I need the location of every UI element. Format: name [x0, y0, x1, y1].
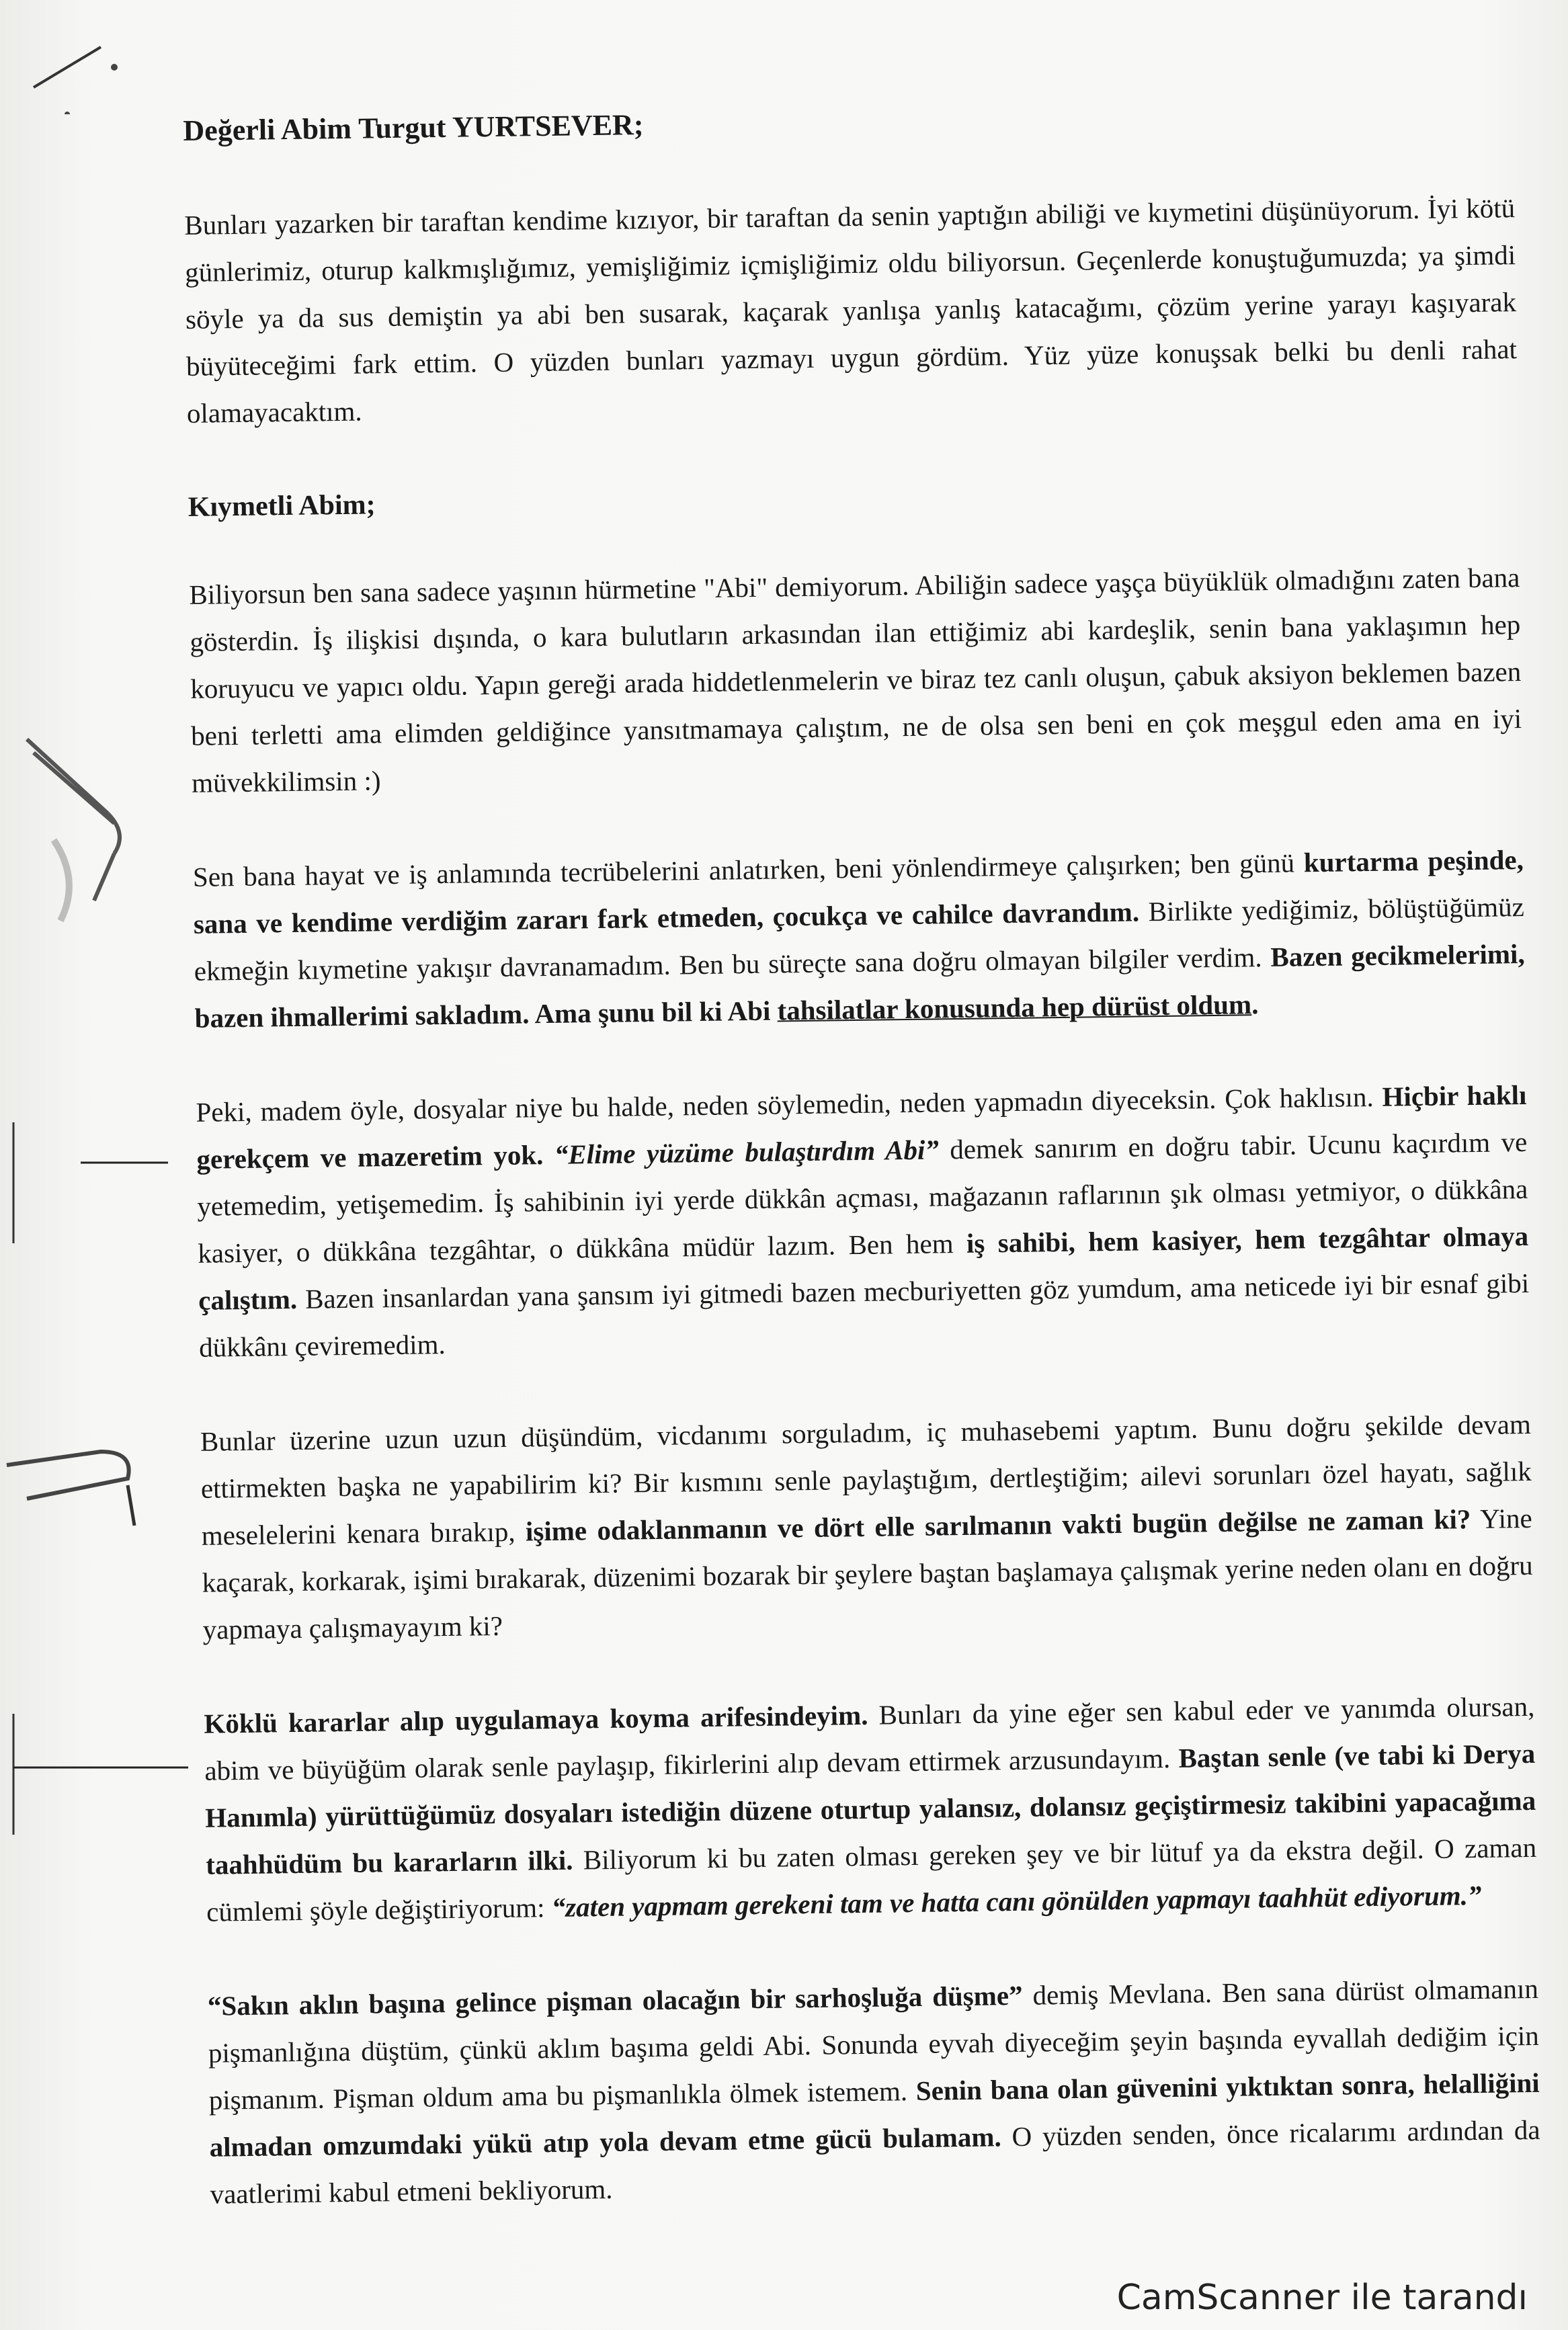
p5-text-c: Yine kaçarak, korkarak, işimi bırakarak, düzenimi bozarak bir şeylere baştan başlamaya çalışmak yerine neden olanı en doğru yapmaya çalışmayayım ki? — [202, 1502, 1533, 1645]
margin-pen-lines — [0, 1109, 202, 1848]
p6-quote: “zaten yapmam gerekeni tam ve hatta canı gönülden yapmayı taahhüt ediyorum.” — [551, 1879, 1482, 1923]
p3-text-c: Birlikte yediğimiz, bölüştüğümüz ekmeğin kıymetine yakışır davranamadım. Ben bu süreçte sana doğru olmayan bilgiler verdim. — [194, 890, 1525, 987]
p7-text-d: O yüzden senden, önce ricalarımı ardından da vaatlerimi kabul etmeni bekliyorum. — [210, 2114, 1540, 2210]
corner-pen-mark — [20, 20, 128, 114]
staple-mark-top — [13, 726, 148, 927]
p3-underlined: tahsilatlar konusunda hep dürüst oldum — [777, 989, 1252, 1026]
p7-text-b: demiş Mevlana. Ben sana dürüst olmamanın pişmanlığına düştüm, çünkü aklım başıma geldi Abi. Sonunda eyvah diyeceğim şeyin başında eyvallah dediğim için pişmanım. Pişman oldum ama bu pişmanlıkla ölmek istemem. — [208, 1972, 1540, 2116]
p5-text-a: Bunlar üzerine uzun uzun düşündüm, vicdanımı sorguladım, iç muhasebemi yaptım. Bunu doğru şekilde devam ettirmekten başka ne yapabilirim ki? Bir kısmını senle paylaştığım, dertleştiğim; ailevi sorunları özel hayatı, sağlık meselelerini kenara bırakıp, — [200, 1408, 1532, 1551]
paragraph-4 — [196, 1071, 1530, 1371]
paragraph-7 — [208, 1965, 1541, 2218]
p4-bold-e: iş sahibi, hem kasiyer, hem tezgâhtar olmaya çalıştım. — [198, 1220, 1529, 1316]
paragraph-5 — [200, 1401, 1534, 1653]
p4-quote: “Elime yüzüme bulaştırdım Abi” — [543, 1134, 940, 1171]
p3-period: . — [1251, 989, 1259, 1020]
paragraph-2: Biliyorsun ben sana sadece yaşının hürmetine "Abi" demiyorum. Abiliğin sadece yaşça büyüklük olmadığını zaten bana gösterdin. İş ilişkisi dışında, o kara bulutların arkasından ilan ettiğimiz abi kardeşlik, senin bana yaklaşımın hep koruyucu ve yapıcı oldu. Yapın gereği arada hiddetlenmelerin ve biraz tez canlı oluşun, çabuk aksiyon beklemen bazen beni terletti ama elimden geldiğince yansıtmamaya çalıştım, ne de olsa sen beni en çok meşgul eden ama en iyi müvekkilimsin :) — [189, 562, 1522, 798]
letter-greeting: Değerli Abim Turgut YURTSEVER; — [183, 108, 644, 147]
p5-bold-b: işime odaklanmanın ve dört elle sarılmanın vakti bugün değilse ne zaman ki? — [525, 1503, 1471, 1547]
scanner-watermark: CamScanner ile tarandı — [1116, 2278, 1528, 2318]
p6-text-d: Biliyorum ki bu zaten olması gereken şey ve bir lütuf ya da ekstra değil. O zaman cümlemi şöyle değiştiriyorum: — [206, 1831, 1537, 1927]
p4-text-d: demek sanırım en doğru tabir. Ucunu kaçırdım ve yetemedim, yetişemedim. İş sahibinin iyi yerde dükkân açması, mağazanın raflarının şık olması yetmiyor, o dükkâna kasiyer, o dükkâna tezgâhtar, o dükkâna müdür lazım. Ben hem — [197, 1126, 1528, 1269]
paragraph-3 — [193, 836, 1526, 1042]
paragraph-6 — [204, 1683, 1537, 1936]
p7-quote: “Sakın aklın başına gelince pişman olacağın bir sarhoşluğa düşme” — [207, 1979, 1023, 2022]
p4-text-f: Bazen insanlardan yana şansım iyi gitmedi bazen mecburiyetten göz yumdum, ama neticede iyi bir esnaf gibi dükkânı çeviremedim. — [198, 1267, 1530, 1363]
p6-bold-c: Baştan senle (ve tabi ki Derya Hanımla) yürüttüğümüz dosyaları istediğin düzene oturtup yalansız, dolansız geçiştirmesiz takibini yapacağıma taahhüdüm bu kararların ilki. — [205, 1737, 1536, 1880]
p3-bold-d: Bazen gecikmelerimi, bazen ihmallerimi sakladım. Ama şunu bil ki Abi — [194, 938, 1525, 1034]
letter-subheading: Kıymetli Abim; — [188, 489, 376, 523]
p4-bold-b: Hiçbir haklı gerekçem ve mazeretim yok. — [196, 1079, 1527, 1175]
p4-text-a: Peki, madem öyle, dosyalar niye bu halde, neden söylemedin, neden yapmadın diyeceksin. Çok haklısın. — [196, 1081, 1383, 1128]
p3-bold-a: kurtarma peşinde, sana ve kendime verdiğim zararı fark etmeden, çocukça ve cahilce davrandım. — [193, 843, 1524, 940]
letter-body — [183, 90, 1542, 2265]
p7-bold-c: Senin bana olan güvenini yıktıktan sonra, helalliğini almadan omzumdaki yükü atıp yola devam etme gücü bulamam. — [209, 2067, 1540, 2163]
p6-text-b: Bunları da yine eğer sen kabul eder ve yanımda olursan, abim ve büyüğüm olarak senle paylaşıp, fikirlerini alıp devam ettirmek arzusundayım. — [204, 1690, 1535, 1786]
p3-text-a: Sen bana hayat ve iş anlamında tecrübelerini anlatırken, beni yönlendirmeye çalışırken; ben günü — [192, 847, 1305, 892]
paragraph-1: Bunları yazarken bir taraftan kendime kızıyor, bir taraftan da senin yaptığın abiliği ve kıymetini düşünüyorum. İyi kötü günlerimiz, oturup kalkmışlığımız, yemişliğimiz içmişliğimiz oldu biliyorsun. Geçenlerde konuştuğumuzda; ya şimdi söyle ya da sus demiştin ya abi ben susarak, kaçarak yanlışa yanlış katacağımı, çözüm yerine yarayı kaşıyarak büyüteceğimi fark ettim. O yüzden bunları yazmayı uygun gördüm. Yüz yüze konuşsak belki bu denli rahat olamayacaktım. — [183, 192, 1518, 429]
p6-bold-a: Köklü kararlar alıp uygulamaya koyma arifesindeyim. — [204, 1699, 868, 1739]
